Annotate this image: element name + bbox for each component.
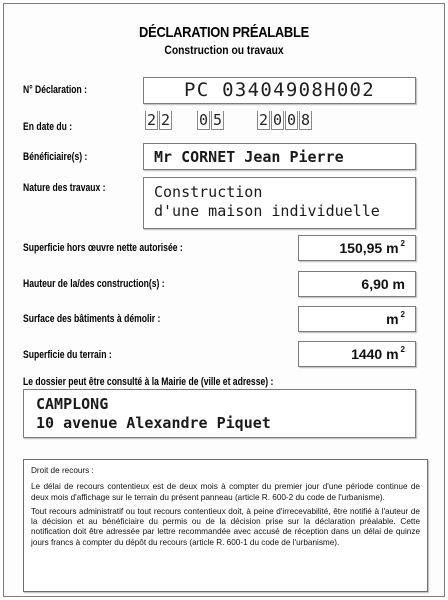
floor-area-number: 150,95 m — [339, 240, 399, 256]
date-day-digit: 2 — [160, 111, 171, 129]
legal-title: Droit de recours : — [31, 466, 94, 475]
height-value: 6,90 m — [361, 276, 405, 292]
declaration-panel — [3, 3, 445, 597]
date-month-digit: 5 — [212, 111, 223, 129]
consult-line-1: CAMPLONG — [36, 395, 109, 413]
legal-paragraph-1: Le délai de recours contentieux est de deux mois à compter du premier jour d'une période continue de deux mois d'affichage sur le terrain du présent panneau (article R. 600-2 du code de l'urbanisme). — [31, 482, 420, 502]
floor-area-box — [298, 235, 416, 261]
date-year-digit: 2 — [258, 111, 269, 129]
date-day-digit: 2 — [146, 111, 157, 129]
works-line-2: d'une maison individuelle — [154, 202, 380, 220]
height-box — [298, 271, 416, 297]
legal-paragraph-2: Tout recours administratif ou tout recours contentieux doit, à peine d'irrecevabilité, être notifié à l'auteur de la décision et au bénéficiaire du permis ou de la décision prise sur la déclaration préalable. Cette notification doit être adressée par lettre recommandée avec accusé de réception dans un délai de quinze jours francs à compter du dépôt du recours (article R. 600-1 du code de l'urbanisme). — [31, 506, 420, 547]
demolish-area-unit-exponent: 2 — [400, 310, 405, 319]
date-year-digit: 0 — [272, 111, 283, 129]
date-month-digit: 0 — [198, 111, 209, 129]
works-line-1: Construction — [154, 183, 263, 201]
demolish-area-label: Surface des bâtiments à démolir : — [23, 313, 161, 325]
works-label: Nature des travaux : — [23, 182, 106, 194]
consult-box — [23, 389, 416, 438]
works-box — [143, 177, 416, 229]
consult-line-2: 10 avenue Alexandre Piquet — [36, 414, 271, 432]
land-area-box — [298, 341, 416, 367]
declaration-number-value: PC 03404908H002 — [183, 79, 376, 101]
beneficiary-box — [143, 143, 416, 170]
floor-area-label: Superficie hors œuvre nette autorisée : — [23, 242, 183, 254]
demolish-area-unit: m — [386, 311, 399, 327]
consult-label: Le dossier peut être consulté à la Mairie de (ville et adresse) : — [23, 376, 274, 388]
land-area-label: Superficie du terrain : — [23, 349, 112, 361]
beneficiary-value: Mr CORNET Jean Pierre — [154, 148, 344, 166]
date-label: En date du : — [23, 121, 73, 133]
date-year-digit: 0 — [286, 111, 297, 129]
demolish-area-box — [298, 306, 416, 332]
land-area-value — [351, 346, 405, 362]
floor-area-value — [339, 240, 405, 256]
date-year-digit: 8 — [300, 111, 311, 129]
land-area-unit-exponent: 2 — [400, 345, 405, 354]
land-area-number: 1440 m — [351, 346, 399, 362]
beneficiary-label: Bénéficiaire(s) : — [23, 151, 88, 163]
demolish-area-value — [386, 311, 405, 327]
declaration-number-box — [143, 77, 416, 104]
height-label: Hauteur de la/des construction(s) : — [23, 278, 165, 290]
declaration-number-label: N° Déclaration : — [23, 84, 87, 96]
floor-area-unit-exponent: 2 — [400, 239, 405, 248]
page-title: DÉCLARATION PRÉALABLE — [139, 24, 309, 41]
page-subtitle: Construction ou travaux — [164, 43, 284, 57]
legal-notice — [23, 459, 428, 592]
